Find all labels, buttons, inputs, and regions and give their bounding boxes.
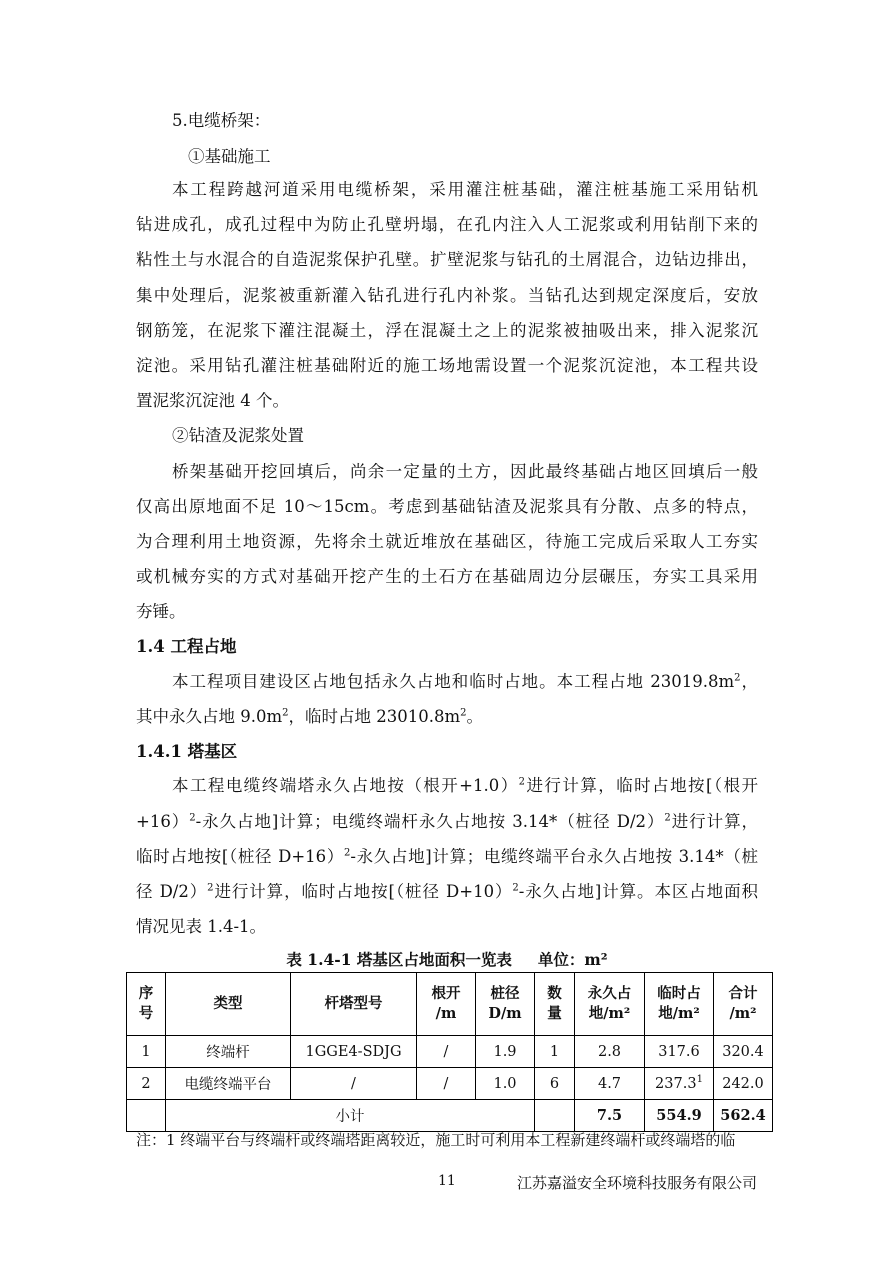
subsection-heading: ②钻渣及泥浆处置 xyxy=(172,426,304,445)
table-subtotal-row xyxy=(127,1100,773,1132)
cell-temporary: 317.6 xyxy=(645,1036,714,1068)
cell-subtotal-total: 562.4 xyxy=(714,1100,773,1132)
cell-no: 2 xyxy=(127,1068,166,1100)
section-heading: 5.电缆桥架： xyxy=(172,111,271,130)
table-header-row xyxy=(127,973,773,1036)
cell-span: / xyxy=(417,1036,476,1068)
paragraph-line: 为合理利用土地资源，先将余土就近堆放在基础区，待施工完成后采取人工夯实 xyxy=(136,532,758,551)
cell-empty xyxy=(535,1100,575,1132)
paragraph-line: 本工程电缆终端塔永久占地按（根开+1.0）$^2$进行计算，临时占地按[（根开 xyxy=(172,776,759,795)
header-total: 合计 /m² xyxy=(714,973,773,1036)
section-heading: 1.4 工程占地 xyxy=(136,637,237,656)
cell-empty xyxy=(127,1100,166,1132)
cell-diameter: 1.9 xyxy=(476,1036,535,1068)
paragraph-line: +16）$^2$-永久占地]计算；电缆终端杆永久占地按 3.14*（桩径 D/2）$^2$进行计算， xyxy=(136,812,759,831)
header-quantity: 数 量 xyxy=(535,973,575,1036)
paragraph-line: 情况见表 1.4-1。 xyxy=(136,917,267,936)
paragraph-line: 临时占地按[（桩径 D+16）$^2$-永久占地]计算；电缆终端平台永久占地按 3.14*（桩 xyxy=(136,847,759,866)
cell-subtotal-permanent: 7.5 xyxy=(575,1100,645,1132)
cell-permanent: 2.8 xyxy=(575,1036,645,1068)
page-number: 11 xyxy=(438,1173,456,1189)
cell-temporary: 237.3$^1$ xyxy=(645,1068,714,1100)
paragraph-line: 钢筋笼，在泥浆下灌注混凝土，浮在混凝土之上的泥浆被抽吸出来，排入泥浆沉 xyxy=(136,321,758,340)
cell-diameter: 1.0 xyxy=(476,1068,535,1100)
table-row xyxy=(127,1036,773,1068)
cell-total: 320.4 xyxy=(714,1036,773,1068)
header-diameter: 桩径 D/m xyxy=(476,973,535,1036)
cell-subtotal-label: 小计 xyxy=(166,1100,535,1132)
cell-model: / xyxy=(291,1068,417,1100)
paragraph-line: 淀池。采用钻孔灌注桩基础附近的施工场地需设置一个泥浆沉淀池，本工程共设 xyxy=(136,356,758,375)
subsection-heading: ①基础施工 xyxy=(188,147,271,166)
paragraph-line: 置泥浆沉淀池 4 个。 xyxy=(136,391,289,410)
header-permanent: 永久占 地/m² xyxy=(575,973,645,1036)
header-type: 类型 xyxy=(166,973,291,1036)
paragraph-line: 集中处理后，泥浆被重新灌入钻孔进行孔内补浆。当钻孔达到规定深度后，安放 xyxy=(136,286,758,305)
header-model: 杆塔型号 xyxy=(291,973,417,1036)
paragraph-line: 桥架基础开挖回填后，尚余一定量的土方，因此最终基础占地区回填后一般 xyxy=(172,462,758,481)
paragraph-line: 仅高出原地面不足 10～15cm。考虑到基础钻渣及泥浆具有分散、点多的特点， xyxy=(136,497,758,516)
paragraph-line: 粘性土与水混合的自造泥浆保护孔壁。扩壁泥浆与钻孔的土屑混合，边钻边排出， xyxy=(136,250,758,269)
cell-type: 电缆终端平台 xyxy=(166,1068,291,1100)
cell-span: / xyxy=(417,1068,476,1100)
cell-type: 终端杆 xyxy=(166,1036,291,1068)
paragraph-line: 本工程项目建设区占地包括永久占地和临时占地。本工程占地 $23019.8m^2$， xyxy=(172,672,758,691)
cell-quantity: 6 xyxy=(535,1068,575,1100)
table-caption: 表 1.4-1 塔基区占地面积一览表 单位：m² xyxy=(286,950,608,969)
paragraph-line: 夯锤。 xyxy=(136,602,186,621)
table-row xyxy=(127,1068,773,1100)
header-no: 序 号 xyxy=(127,973,166,1036)
land-area-table xyxy=(126,972,773,1132)
cell-permanent: 4.7 xyxy=(575,1068,645,1100)
table-note: 注：1 终端平台与终端杆或终端塔距离较近，施工时可利用本工程新建终端杆或终端塔的临 xyxy=(136,1131,736,1149)
cell-no: 1 xyxy=(127,1036,166,1068)
paragraph-line: 其中永久占地 $9.0m^2$，临时占地 $23010.8m^2$。 xyxy=(136,707,484,726)
cell-model: 1GGE4-SDJG xyxy=(291,1036,417,1068)
header-span: 根开 /m xyxy=(417,973,476,1036)
cell-subtotal-temporary: 554.9 xyxy=(645,1100,714,1132)
cell-total: 242.0 xyxy=(714,1068,773,1100)
paragraph-line: 或机械夯实的方式对基础开挖产生的土石方在基础周边分层碾压，夯实工具采用 xyxy=(136,567,758,586)
header-temporary: 临时占 地/m² xyxy=(645,973,714,1036)
paragraph-line: 径 D/2）$^2$进行计算，临时占地按[（桩径 D+10）$^2$-永久占地]计算。本区占地面积 xyxy=(136,882,759,901)
section-heading: 1.4.1 塔基区 xyxy=(136,742,238,761)
paragraph-line: 钻进成孔，成孔过程中为防止孔壁坍塌，在孔内注入人工泥浆或利用钻削下来的 xyxy=(136,215,758,234)
cell-quantity: 1 xyxy=(535,1036,575,1068)
company-name: 江苏嘉溢安全环境科技服务有限公司 xyxy=(516,1174,757,1192)
paragraph-line: 本工程跨越河道采用电缆桥架，采用灌注桩基础，灌注桩基施工采用钻机 xyxy=(172,180,758,199)
